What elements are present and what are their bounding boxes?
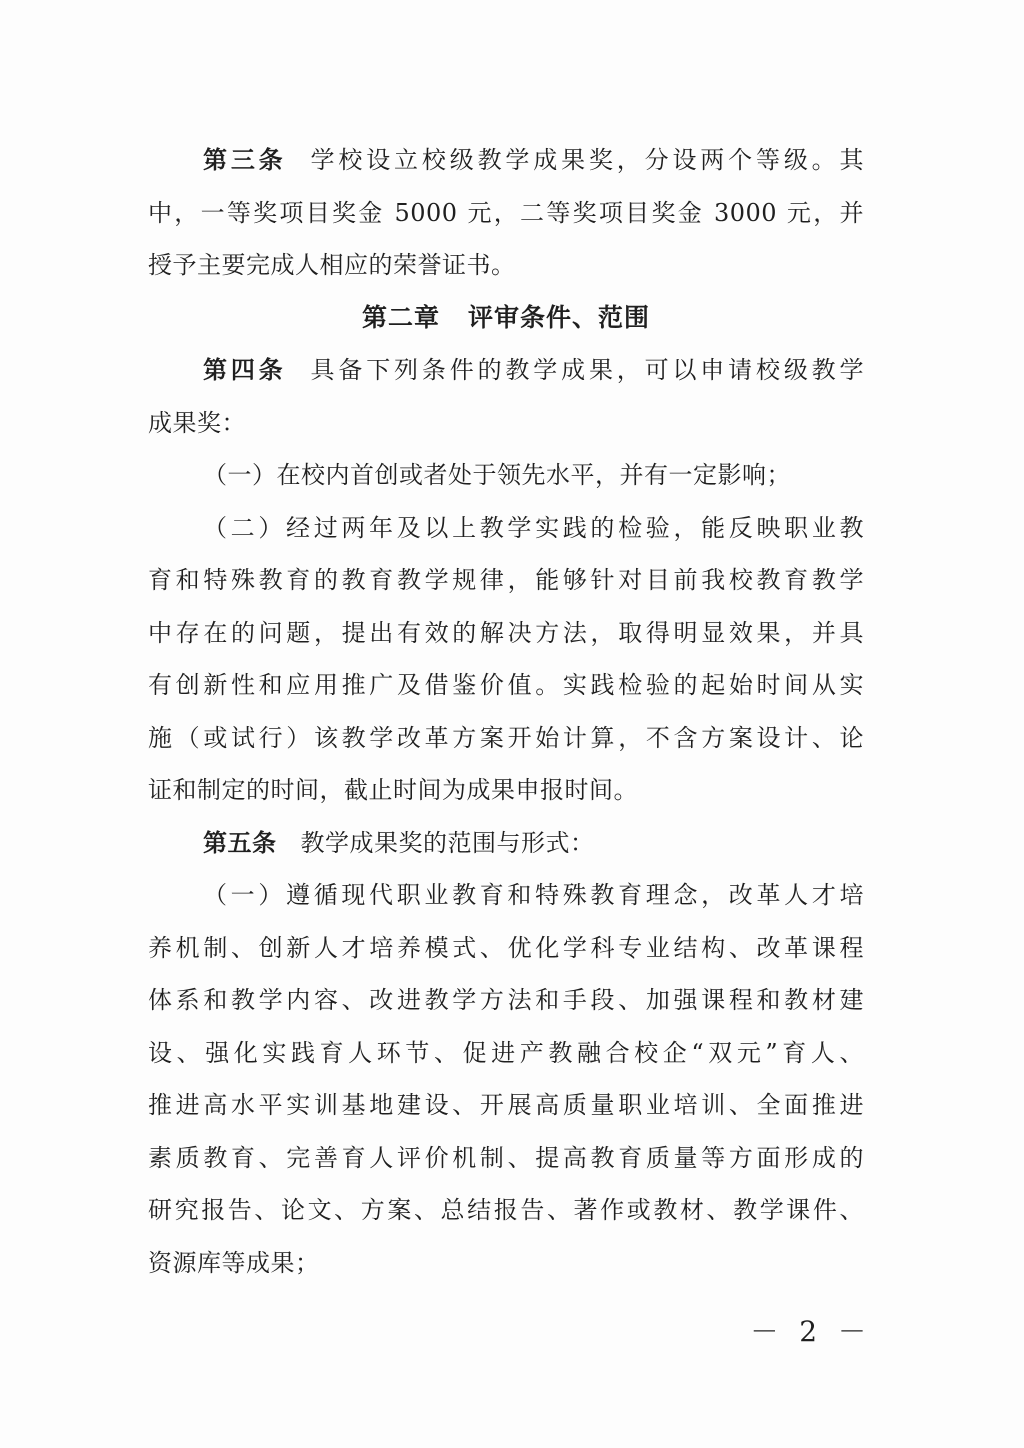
article4-item2-line-6: 证和制定的时间，截止时间为成果申报时间。 [148, 776, 638, 804]
article5-item1-line-2: 养机制、创新人才培养模式、优化学科专业结构、改革课程 [148, 933, 864, 962]
article5-text: 教学成果奖的范围与形式： [300, 828, 595, 857]
article5-item1-line-7: 研究报告、论文、方案、总结报告、著作或教材、教学课件、 [148, 1196, 864, 1224]
article4-text-1: 具备下列条件的教学成果，可以申请校级教学 [310, 356, 865, 384]
chapter-heading [148, 292, 864, 345]
article3-line-1 [148, 134, 864, 187]
article4-item2-line-3: 中存在的问题，提出有效的解决方法，取得明显效果，并具 [148, 618, 864, 647]
article4-item2-line-2: 育和特殊教育的教育教学规律，能够针对目前我校教育教学 [148, 566, 864, 594]
article4-line-2: 成果奖： [148, 408, 246, 437]
article4-label: 第四条 [203, 356, 287, 384]
article4-item1: （一）在校内首创或者处于领先水平，并有一定影响； [203, 461, 791, 489]
article5-line-1 [148, 817, 864, 870]
article3-text-1: 学校设立校级教学成果奖，分设两个等级。其 [310, 146, 865, 174]
article5-item1-line-1: （一）遵循现代职业教育和特殊教育理念，改革人才培 [203, 881, 864, 909]
chapter-title: 评审条件、范围 [468, 302, 651, 332]
article5-item1-line-4: 设、强化实践育人环节、促进产教融合校企“双元”育人、 [148, 1038, 864, 1067]
article3-label: 第三条 [203, 146, 287, 174]
article5-item1-line-5: 推进高水平实训基地建设、开展高质量职业培训、全面推进 [148, 1091, 864, 1119]
page-number: － 2 － [750, 1315, 872, 1348]
article5-item1-line-6: 素质教育、完善育人评价机制、提高教育质量等方面形成的 [148, 1143, 864, 1172]
chapter-number: 第二章 [361, 302, 440, 332]
article5-label: 第五条 [203, 828, 277, 857]
article5-item1-line-3: 体系和教学内容、改进教学方法和手段、加强课程和教材建 [148, 986, 864, 1014]
article4-item2-line-5: 施（或试行）该教学改革方案开始计算，不含方案设计、论 [148, 723, 864, 752]
article3-line-3: 授予主要完成人相应的荣誉证书。 [148, 251, 516, 279]
document-body [148, 134, 864, 1289]
article4-item2-line-1: （二）经过两年及以上教学实践的检验，能反映职业教 [203, 513, 864, 542]
article5-item1-line-8: 资源库等成果； [148, 1248, 320, 1277]
article4-item2-line-4: 有创新性和应用推广及借鉴价值。实践检验的起始时间从实 [148, 671, 864, 699]
article4-line-1 [148, 344, 864, 397]
article3-line-2: 中，一等奖项目奖金 5000 元，二等奖项目奖金 3000 元，并 [148, 198, 864, 227]
